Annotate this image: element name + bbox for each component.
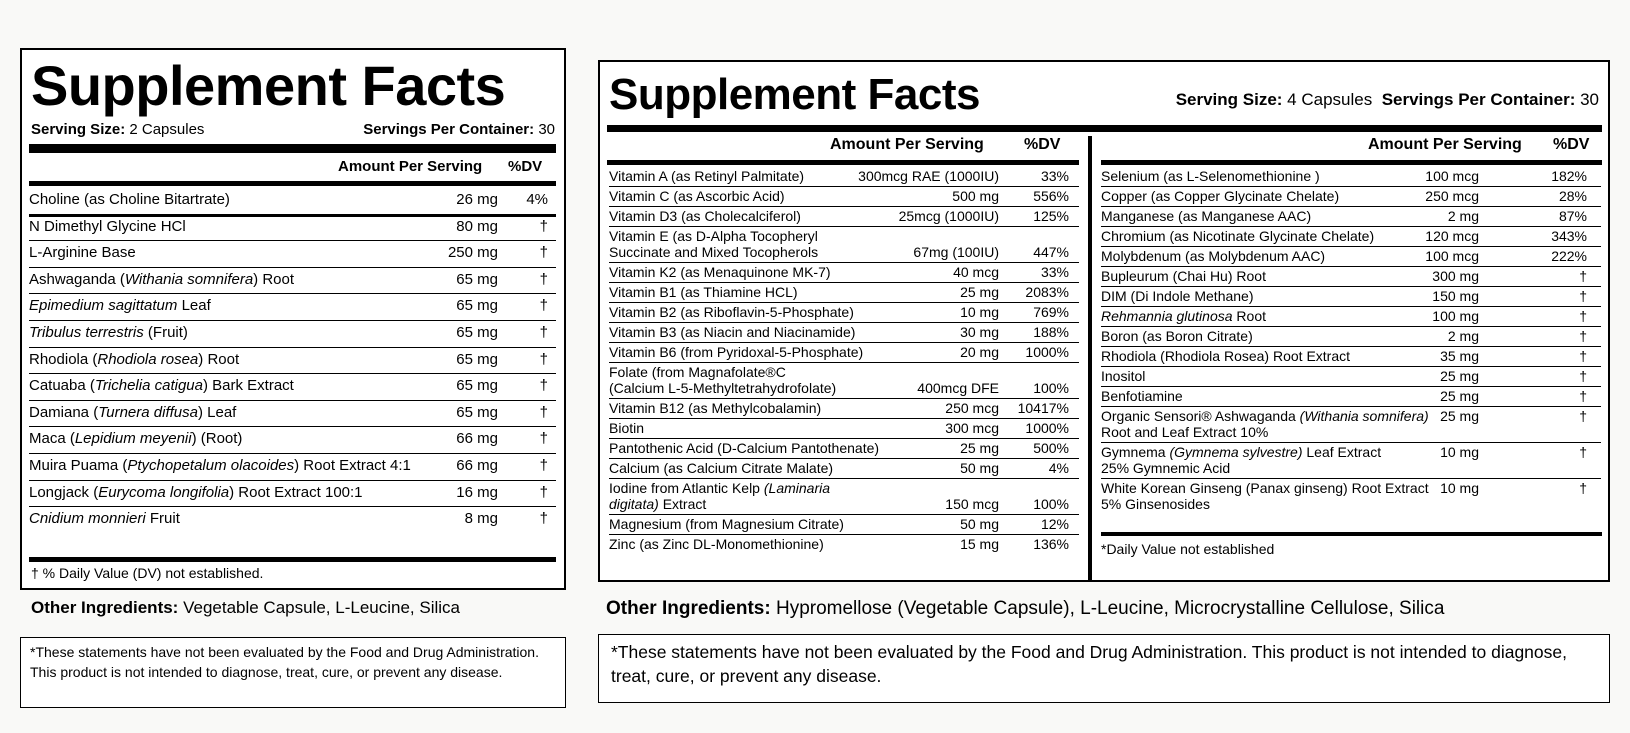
nutrient-name-text: Gymnema bbox=[1101, 444, 1170, 460]
nutrient-dv: 10417% bbox=[1017, 400, 1069, 416]
left-serving-size bbox=[31, 121, 204, 138]
nutrient-row bbox=[609, 458, 1079, 478]
nutrient-amount: 250 mg bbox=[447, 244, 498, 262]
nutrient-dv: 100% bbox=[1033, 380, 1069, 396]
nutrient-name-text: Biotin bbox=[609, 420, 645, 436]
nutrient-dv: † bbox=[539, 270, 548, 288]
nutrient-name bbox=[29, 324, 188, 342]
nutrient-name-text: Maca ( bbox=[29, 430, 75, 448]
nutrient-dv: 1000% bbox=[1025, 420, 1069, 436]
nutrient-name-text: Extract bbox=[658, 496, 707, 512]
nutrient-amount: 65 mg bbox=[456, 270, 498, 288]
nutrient-amount: 300mcg RAE (1000IU) bbox=[858, 168, 999, 184]
left-other-ingredients bbox=[31, 598, 460, 618]
nutrient-amount: 65 mg bbox=[456, 324, 498, 341]
nutrient-name bbox=[1101, 388, 1183, 404]
nutrient-name bbox=[29, 297, 211, 315]
nutrient-dv: † bbox=[539, 217, 548, 235]
nutrient-dv: † bbox=[539, 483, 548, 501]
right-servings-value: 30 bbox=[1575, 90, 1599, 109]
nutrient-amount: 100 mcg bbox=[1425, 248, 1479, 264]
nutrient-dv: † bbox=[539, 244, 548, 262]
nutrient-row bbox=[29, 187, 556, 214]
nutrient-dv: † bbox=[1579, 328, 1587, 344]
nutrient-name-italic: Lepidium meyenii bbox=[74, 430, 192, 448]
nutrient-dv: † bbox=[539, 457, 548, 474]
right-serving-info bbox=[1176, 90, 1599, 110]
nutrient-row bbox=[29, 506, 556, 533]
nutrient-row bbox=[609, 362, 1079, 398]
nutrient-name bbox=[29, 351, 239, 369]
nutrient-amount: 150 mg bbox=[1432, 288, 1479, 304]
nutrient-name bbox=[609, 536, 824, 552]
nutrient-name-text: ) Leaf bbox=[197, 403, 237, 421]
left-servings-per-container bbox=[363, 121, 555, 138]
nutrient-dv: 500% bbox=[1033, 440, 1069, 456]
nutrient-dv: 4% bbox=[1048, 460, 1069, 476]
nutrient-row bbox=[1101, 406, 1601, 442]
nutrient-name-italic: Tribulus terrestris bbox=[29, 324, 144, 341]
nutrient-dv: 87% bbox=[1558, 208, 1587, 224]
nutrient-dv: † bbox=[1579, 268, 1587, 284]
nutrient-dv: † bbox=[539, 510, 548, 528]
right-other-value: Hypromellose (Vegetable Capsule), L-Leucine, Microcrystalline Cellulose, Silica bbox=[770, 598, 1445, 619]
nutrient-name-text: ) Root bbox=[253, 270, 295, 288]
nutrient-name bbox=[609, 440, 879, 456]
nutrient-name bbox=[29, 510, 180, 528]
nutrient-row bbox=[609, 478, 1079, 514]
nutrient-dv: † bbox=[1579, 444, 1587, 460]
nutrient-amount: 40 mcg bbox=[953, 264, 999, 280]
left-dv-header: %DV bbox=[508, 158, 543, 175]
nutrient-name-text: Catuaba ( bbox=[29, 377, 95, 395]
nutrient-amount: 150 mcg bbox=[945, 496, 999, 512]
nutrient-amount: 120 mcg bbox=[1425, 228, 1479, 244]
nutrient-name-italic: Turnera diffusa bbox=[98, 403, 198, 421]
nutrient-name bbox=[1101, 188, 1339, 204]
nutrient-dv: † bbox=[1579, 368, 1587, 384]
nutrient-dv: † bbox=[1579, 308, 1587, 324]
right-col1-dv-header: %DV bbox=[1024, 136, 1061, 153]
right-other-ingredients bbox=[606, 598, 1444, 620]
right-disclaimer-text: *These statements have not been evaluated by the Food and Drug Administration. This product is not intended to diagnose, treat, cure, or prevent any disease. bbox=[611, 642, 1567, 686]
nutrient-amount: 50 mg bbox=[960, 460, 999, 476]
nutrient-name-italic: Rehmannia glutinosa bbox=[1101, 308, 1233, 324]
nutrient-dv: 33% bbox=[1040, 168, 1069, 184]
nutrient-name-text: Muira Puama ( bbox=[29, 457, 128, 474]
nutrient-name-text: (Fruit) bbox=[143, 324, 188, 341]
nutrient-name-italic: (Laminaria digitata) bbox=[609, 480, 831, 512]
nutrient-name bbox=[1101, 228, 1374, 244]
left-footnote: † % Daily Value (DV) not established. bbox=[31, 565, 264, 581]
nutrient-name bbox=[609, 364, 836, 396]
nutrient-name bbox=[29, 244, 136, 262]
nutrient-dv: † bbox=[539, 350, 548, 368]
nutrient-name bbox=[609, 344, 863, 360]
nutrient-row bbox=[1101, 246, 1601, 266]
nutrient-name bbox=[1101, 444, 1381, 476]
nutrient-row bbox=[1101, 266, 1601, 286]
nutrient-name bbox=[1101, 168, 1320, 184]
nutrient-amount: 67mg (100IU) bbox=[913, 244, 999, 260]
nutrient-row bbox=[1101, 226, 1601, 246]
left-thick-rule bbox=[29, 144, 556, 153]
right-footnote: *Daily Value not established bbox=[1101, 541, 1275, 557]
nutrient-row bbox=[609, 166, 1079, 186]
nutrient-name bbox=[1101, 248, 1325, 264]
left-amount-header: Amount Per Serving bbox=[338, 158, 483, 175]
nutrient-row bbox=[29, 347, 556, 374]
nutrient-name-text: ) Root Extract 100:1 bbox=[229, 483, 363, 501]
nutrient-dv: † bbox=[1579, 408, 1587, 424]
nutrient-name-text: Zinc (as Zinc DL-Monomethionine) bbox=[609, 536, 824, 552]
nutrient-amount: 80 mg bbox=[456, 217, 498, 235]
nutrient-name bbox=[29, 430, 242, 448]
nutrient-name-text: N Dimethyl Glycine HCl bbox=[29, 217, 186, 235]
nutrient-amount: 66 mg bbox=[456, 457, 498, 474]
nutrient-dv: † bbox=[539, 324, 548, 341]
nutrient-name-text: Leaf Extract 25% Gymnemic Acid bbox=[1101, 444, 1382, 476]
nutrient-dv: 222% bbox=[1551, 248, 1587, 264]
nutrient-row bbox=[29, 240, 556, 267]
nutrient-row bbox=[609, 398, 1079, 418]
nutrient-name-text: ) Root bbox=[198, 350, 240, 368]
nutrient-amount: 50 mg bbox=[960, 516, 999, 532]
nutrient-row bbox=[609, 342, 1079, 362]
nutrient-name-text: Iodine from Atlantic Kelp bbox=[609, 480, 764, 496]
nutrient-amount: 100 mg bbox=[1432, 308, 1479, 324]
nutrient-amount: 35 mg bbox=[1440, 348, 1479, 364]
nutrient-row bbox=[1101, 166, 1601, 186]
nutrient-amount: 65 mg bbox=[456, 350, 498, 368]
nutrient-name-text: Vitamin B2 (as Riboflavin-5-Phosphate) bbox=[609, 304, 854, 320]
nutrient-amount: 10 mg bbox=[960, 304, 999, 320]
nutrient-name-text: ) Root Extract 4:1 bbox=[294, 457, 411, 474]
nutrient-row bbox=[29, 373, 556, 400]
nutrient-row bbox=[609, 226, 1079, 262]
nutrient-amount: 25mcg (1000IU) bbox=[898, 208, 999, 224]
nutrient-amount: 250 mcg bbox=[1425, 188, 1479, 204]
nutrient-name bbox=[609, 400, 821, 416]
right-thick-rule bbox=[607, 125, 1602, 132]
nutrient-name-text: ) (Root) bbox=[191, 430, 243, 448]
nutrient-name bbox=[609, 304, 854, 320]
right-servings-label: Servings Per Container: bbox=[1381, 90, 1576, 109]
nutrient-row bbox=[29, 267, 556, 294]
nutrient-amount: 25 mg bbox=[1440, 368, 1479, 384]
nutrient-amount: 30 mg bbox=[960, 324, 999, 340]
nutrient-amount: 66 mg bbox=[456, 430, 498, 448]
nutrient-row bbox=[609, 514, 1079, 534]
nutrient-name-text: Vitamin B1 (as Thiamine HCL) bbox=[609, 284, 798, 300]
nutrient-name-text: Root and Leaf Extract 10% bbox=[1101, 424, 1269, 440]
left-servings-value: 30 bbox=[538, 121, 555, 138]
nutrient-name-text: Vitamin B6 (from Pyridoxal-5-Phosphate) bbox=[609, 344, 864, 360]
nutrient-amount: 300 mg bbox=[1432, 268, 1479, 284]
nutrient-amount: 20 mg bbox=[960, 344, 999, 360]
left-serving-size-label: Serving Size: bbox=[31, 121, 126, 138]
nutrient-name-text: Vitamin E (as D-Alpha Tocopheryl Succinate and Mixed Tocopherols bbox=[609, 228, 819, 260]
nutrient-name bbox=[609, 228, 818, 260]
nutrient-name bbox=[609, 420, 644, 436]
nutrient-name bbox=[609, 168, 804, 184]
nutrient-name bbox=[29, 404, 236, 422]
nutrient-name-text: Chromium (as Nicotinate Glycinate Chelate) bbox=[1101, 228, 1375, 244]
nutrient-name bbox=[1101, 328, 1253, 344]
nutrient-name-text: Vitamin D3 (as Cholecalciferol) bbox=[609, 208, 801, 224]
right-other-label: Other Ingredients: bbox=[606, 598, 771, 619]
nutrient-amount: 8 mg bbox=[464, 510, 498, 528]
nutrient-name-text: Magnesium (from Magnesium Citrate) bbox=[609, 516, 844, 532]
nutrient-row bbox=[1101, 326, 1601, 346]
nutrient-dv: 2083% bbox=[1025, 284, 1069, 300]
left-medium-rule bbox=[29, 181, 556, 186]
right-col2-amount-header: Amount Per Serving bbox=[1368, 136, 1522, 153]
nutrient-name bbox=[609, 284, 798, 300]
nutrient-dv: † bbox=[1579, 388, 1587, 404]
nutrient-dv: † bbox=[539, 377, 548, 395]
nutrient-name-text: Vitamin B12 (as Methylcobalamin) bbox=[609, 400, 822, 416]
nutrient-name-italic: (Gymnema sylvestre) bbox=[1169, 444, 1303, 460]
nutrient-dv: † bbox=[539, 430, 548, 448]
nutrient-dv: † bbox=[1579, 348, 1587, 364]
nutrient-dv: 556% bbox=[1033, 188, 1069, 204]
nutrient-dv: 125% bbox=[1033, 208, 1069, 224]
nutrient-name bbox=[29, 457, 411, 475]
nutrient-row bbox=[609, 186, 1079, 206]
nutrient-name-text: Boron (as Boron Citrate) bbox=[1101, 328, 1253, 344]
nutrient-name-text: Leaf bbox=[177, 297, 211, 315]
nutrient-name-text: Organic Sensori® Ashwaganda bbox=[1101, 408, 1300, 424]
nutrient-name-text: Root bbox=[1232, 308, 1266, 324]
nutrient-dv: † bbox=[539, 403, 548, 421]
nutrient-dv: 100% bbox=[1033, 496, 1069, 512]
left-title: Supplement Facts bbox=[31, 54, 506, 117]
nutrient-amount: 16 mg bbox=[456, 483, 498, 501]
nutrient-name-italic: Epimedium sagittatum bbox=[29, 297, 178, 315]
nutrient-name-text: Vitamin K2 (as Menaquinone MK-7) bbox=[609, 264, 831, 280]
right-serving-size-value: 4 Capsules bbox=[1282, 90, 1373, 109]
nutrient-name-text: L-Arginine Base bbox=[29, 244, 136, 262]
nutrient-row bbox=[609, 438, 1079, 458]
nutrient-name-text: Choline (as Choline Bitartrate) bbox=[29, 191, 230, 208]
nutrient-amount: 400mcg DFE bbox=[917, 380, 999, 396]
nutrient-amount: 65 mg bbox=[456, 297, 498, 315]
nutrient-dv: † bbox=[539, 297, 548, 315]
nutrient-name bbox=[29, 218, 186, 236]
nutrient-dv: 1000% bbox=[1025, 344, 1069, 360]
nutrient-amount: 2 mg bbox=[1447, 208, 1479, 224]
left-other-value: Vegetable Capsule, L-Leucine, Silica bbox=[178, 598, 460, 617]
nutrient-amount: 25 mg bbox=[1440, 408, 1479, 424]
nutrient-row bbox=[1101, 366, 1601, 386]
nutrient-dv: † bbox=[1579, 288, 1587, 304]
nutrient-amount: 65 mg bbox=[456, 377, 498, 395]
nutrient-name-text: Selenium (as L-Selenomethionine ) bbox=[1101, 168, 1320, 184]
right-col2-dv-header: %DV bbox=[1553, 136, 1590, 153]
nutrient-amount: 300 mcg bbox=[945, 420, 999, 436]
left-other-label: Other Ingredients: bbox=[31, 598, 179, 617]
nutrient-name bbox=[29, 191, 230, 209]
nutrient-name bbox=[29, 377, 294, 395]
nutrient-name-text: DIM (Di Indole Methane) bbox=[1101, 288, 1254, 304]
nutrient-name-text: Vitamin C (as Ascorbic Acid) bbox=[609, 188, 785, 204]
nutrient-dv: 28% bbox=[1558, 188, 1587, 204]
nutrient-row bbox=[29, 426, 556, 453]
nutrient-row bbox=[1101, 286, 1601, 306]
nutrient-name bbox=[609, 264, 831, 280]
right-col2-bottom-rule bbox=[1101, 532, 1602, 536]
nutrient-name bbox=[609, 208, 801, 224]
nutrient-row bbox=[609, 282, 1079, 302]
nutrient-name bbox=[1101, 288, 1254, 304]
nutrient-name-italic: (Withania somnifera) bbox=[1299, 408, 1429, 424]
nutrient-row bbox=[1101, 442, 1601, 478]
nutrient-amount: 2 mg bbox=[1447, 328, 1479, 344]
nutrient-name-italic: Cnidium monnieri bbox=[29, 510, 146, 528]
left-bottom-rule bbox=[29, 557, 556, 562]
nutrient-amount: 250 mcg bbox=[945, 400, 999, 416]
right-col2-rule bbox=[1101, 160, 1602, 165]
nutrient-name bbox=[1101, 208, 1311, 224]
nutrient-row bbox=[609, 534, 1079, 554]
nutrient-name-italic: Eurycoma longifolia bbox=[98, 483, 230, 501]
nutrient-row bbox=[609, 418, 1079, 438]
nutrient-name bbox=[29, 484, 363, 502]
nutrient-name bbox=[609, 480, 830, 512]
nutrient-row bbox=[609, 206, 1079, 226]
nutrient-name-text: Vitamin A (as Retinyl Palmitate) bbox=[609, 168, 805, 184]
nutrient-name bbox=[609, 324, 855, 340]
nutrient-amount: 10 mg bbox=[1440, 444, 1479, 460]
right-col1-amount-header: Amount Per Serving bbox=[830, 136, 984, 153]
nutrient-name-text: Ashwaganda ( bbox=[29, 270, 125, 288]
nutrient-row bbox=[609, 262, 1079, 282]
left-serving-size-value: 2 Capsules bbox=[129, 121, 205, 138]
nutrient-row bbox=[609, 302, 1079, 322]
nutrient-amount: 25 mg bbox=[960, 440, 999, 456]
nutrient-name bbox=[1101, 308, 1266, 324]
nutrient-name-text: Inositol bbox=[1101, 368, 1146, 384]
nutrient-name bbox=[1101, 348, 1350, 364]
right-column-divider bbox=[1088, 136, 1092, 580]
nutrient-dv: 769% bbox=[1033, 304, 1069, 320]
nutrient-name-text: White Korean Ginseng (Panax ginseng) Root Extract 5% Ginsenosides bbox=[1101, 480, 1429, 512]
nutrient-amount: 65 mg bbox=[456, 403, 498, 421]
nutrient-row bbox=[1101, 386, 1601, 406]
nutrient-name-text: Calcium (as Calcium Citrate Malate) bbox=[609, 460, 834, 476]
nutrient-dv: 343% bbox=[1551, 228, 1587, 244]
nutrient-amount: 25 mg bbox=[960, 284, 999, 300]
nutrient-name bbox=[1101, 408, 1429, 440]
nutrient-name bbox=[609, 516, 844, 532]
nutrient-name-text: Bupleurum (Chai Hu) Root bbox=[1101, 268, 1266, 284]
nutrient-name-text: Vitamin B3 (as Niacin and Niacinamide) bbox=[609, 324, 856, 340]
nutrient-name-text: Fruit bbox=[145, 510, 180, 528]
nutrient-name-italic: Rhodiola rosea bbox=[97, 350, 199, 368]
nutrient-name-italic: Ptychopetalum olacoides bbox=[127, 457, 295, 474]
nutrient-name bbox=[609, 188, 785, 204]
nutrient-dv: 33% bbox=[1040, 264, 1069, 280]
nutrient-name bbox=[1101, 268, 1266, 284]
nutrient-name-text: Rhodiola ( bbox=[29, 350, 98, 368]
nutrient-amount: 15 mg bbox=[960, 536, 999, 552]
nutrient-name-text: ) Bark Extract bbox=[202, 377, 294, 395]
nutrient-dv: 447% bbox=[1033, 244, 1069, 260]
nutrient-name bbox=[1101, 480, 1429, 512]
nutrient-row bbox=[29, 480, 556, 507]
nutrient-row bbox=[1101, 346, 1601, 366]
nutrient-name-text: Manganese (as Manganese AAC) bbox=[1101, 208, 1312, 224]
nutrient-row bbox=[29, 214, 556, 241]
right-serving-size-label: Serving Size: bbox=[1175, 90, 1283, 109]
right-title: Supplement Facts bbox=[609, 70, 980, 119]
nutrient-name-text: Pantothenic Acid (D-Calcium Pantothenate) bbox=[609, 440, 880, 456]
nutrient-row bbox=[29, 293, 556, 320]
nutrient-name-text: Benfotiamine bbox=[1101, 388, 1183, 404]
nutrient-name bbox=[29, 271, 294, 289]
nutrient-amount: 25 mg bbox=[1440, 388, 1479, 404]
nutrient-name-text: Rhodiola (Rhodiola Rosea) Root Extract bbox=[1101, 348, 1351, 364]
nutrient-name-text: Folate (from Magnafolate®C (Calcium L-5-Methyltetrahydrofolate) bbox=[609, 364, 837, 396]
nutrient-name-text: Copper (as Copper Glycinate Chelate) bbox=[1101, 188, 1340, 204]
nutrient-amount: 100 mcg bbox=[1425, 168, 1479, 184]
nutrient-row bbox=[29, 320, 556, 347]
nutrient-name-italic: Withania somnifera bbox=[124, 270, 254, 288]
nutrient-dv: † bbox=[1579, 480, 1587, 496]
nutrient-name-text: Damiana ( bbox=[29, 403, 99, 421]
nutrient-name bbox=[1101, 368, 1145, 384]
nutrient-row bbox=[29, 400, 556, 427]
nutrient-name bbox=[609, 460, 833, 476]
nutrient-name-italic: Trichelia catigua bbox=[94, 377, 203, 395]
nutrient-amount: 26 mg bbox=[456, 191, 498, 208]
nutrient-row bbox=[1101, 306, 1601, 326]
nutrient-dv: 188% bbox=[1033, 324, 1069, 340]
nutrient-row bbox=[1101, 478, 1601, 514]
nutrient-name-text: Longjack ( bbox=[29, 483, 99, 501]
nutrient-dv: 4% bbox=[526, 191, 548, 208]
nutrient-amount: 500 mg bbox=[952, 188, 999, 204]
nutrient-dv: 182% bbox=[1551, 168, 1587, 184]
nutrient-name-text: Molybdenum (as Molybdenum AAC) bbox=[1101, 248, 1326, 264]
nutrient-row bbox=[1101, 186, 1601, 206]
right-col1-rule bbox=[607, 160, 1079, 165]
nutrient-dv: 12% bbox=[1040, 516, 1069, 532]
nutrient-row bbox=[609, 322, 1079, 342]
nutrient-amount: 10 mg bbox=[1440, 480, 1479, 496]
nutrient-row bbox=[29, 453, 556, 480]
left-servings-label: Servings Per Container: bbox=[363, 121, 535, 138]
left-disclaimer-text: *These statements have not been evaluated by the Food and Drug Administration. This product is not intended to diagnose, treat, cure, or prevent any disease. bbox=[30, 644, 539, 680]
nutrient-row bbox=[1101, 206, 1601, 226]
nutrient-dv: 136% bbox=[1033, 536, 1069, 552]
